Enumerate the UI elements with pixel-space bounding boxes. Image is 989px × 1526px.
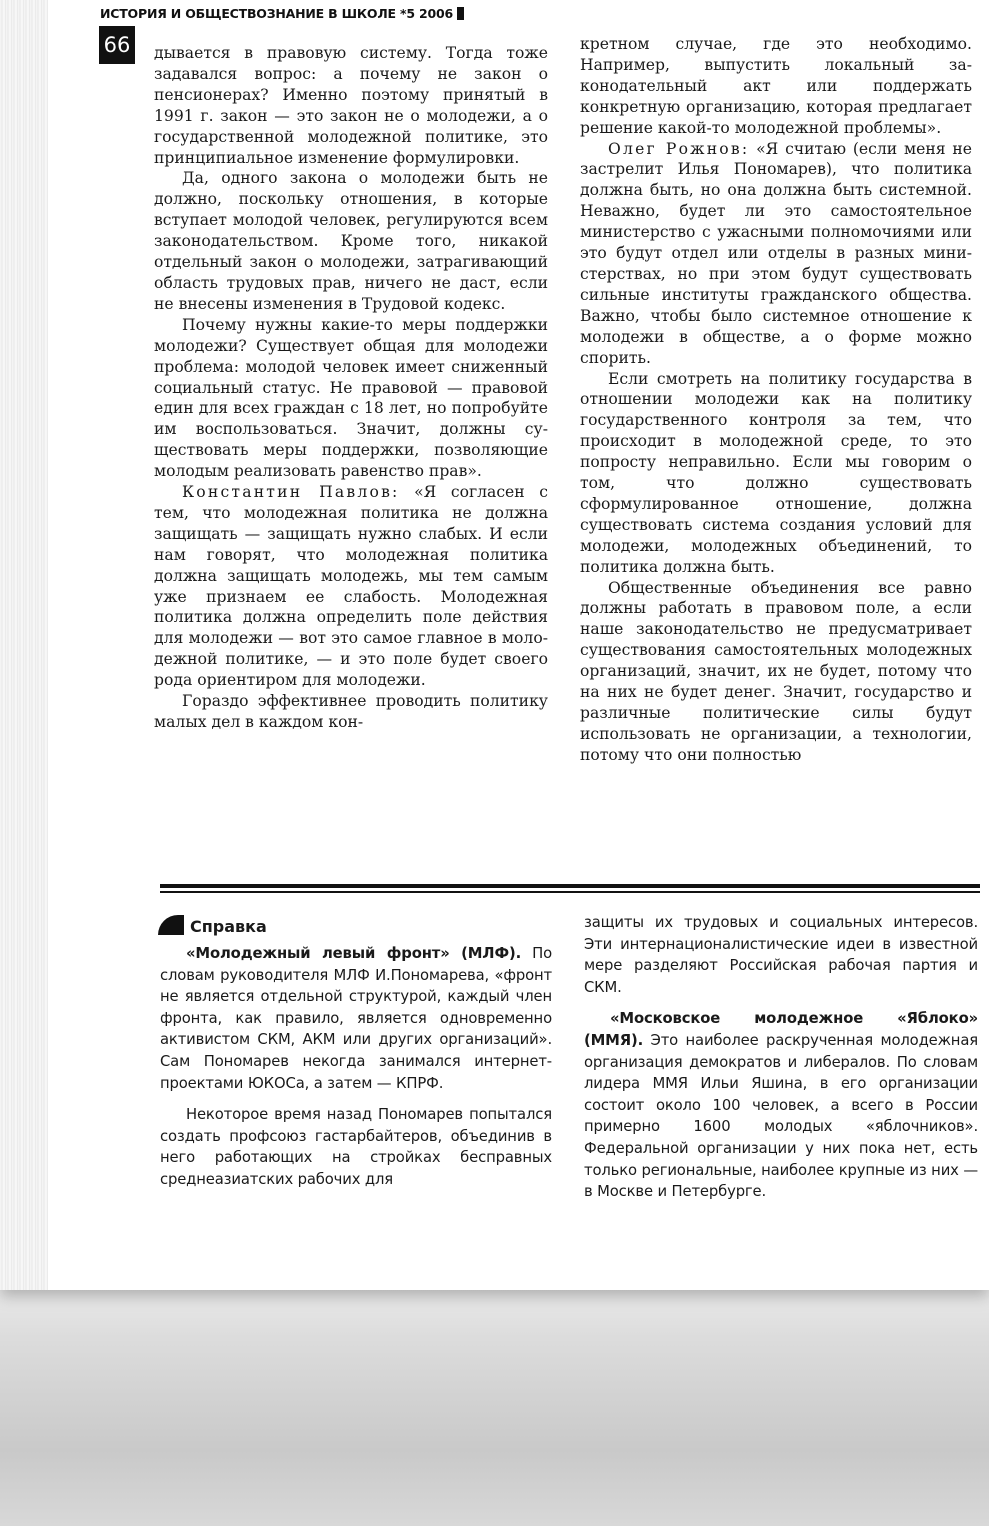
- section-divider: [160, 891, 980, 893]
- reference-column-left: [160, 943, 552, 1191]
- paragraph: кретном случае, где это необходимо. Например, выпустить локальный законодательный акт или поддержать конкретную организацию, которая предлагает решение какой-то молодежной проблемы».: [580, 35, 972, 137]
- journal-header: [100, 6, 453, 26]
- paragraph: Если смотреть на политику государства в отношении молодежи как на политику государственного контроля за тем, что происходит в молодежной среде, то это попросту неправильно. Если мы говорим о том, что должно существовать сформулированное отношение, должна существовать система создания условий для молодежи, молодежных объединений, то политика должна быть.: [580, 369, 972, 576]
- speaker-name: Константин Павлов:: [182, 483, 400, 502]
- paragraph: Общественные объединения все равно должны работать в правовом поле, а если наше законодательство не предусматривает существования самостоятельных молодежных организаций, значит, их не будет, потому что на них не будет денег. Значит, государство и различные политические силы будут использовать не организации, а технологии, потому что они полностью: [580, 578, 972, 764]
- reference-heading-text: Справка: [190, 917, 267, 936]
- heading-mark-icon: [158, 915, 184, 935]
- article-column-left: [154, 43, 548, 733]
- paragraph: [154, 482, 548, 691]
- scanner-shadow: [0, 1275, 989, 1526]
- paragraph: Да, одного закона о молодежи быть не должно, поскольку отношения, в которые вступает молодой человек, регулируются всем законодательством. Кроме того, никакой отдельный закон о молодежи, затрагивающий область трудовых прав, ничего не даст, если не внесены изменения в Трудовой кодекс.: [154, 169, 548, 313]
- speaker-name: Олег Рожнов:: [608, 139, 750, 158]
- reference-entry: [160, 943, 552, 1094]
- page-edges: [0, 0, 48, 1290]
- paragraph: Гораздо эффективнее проводить политику малых дел в каждом кон-: [154, 692, 548, 731]
- reference-heading: [158, 915, 418, 941]
- speaker-quote: «Я согласен с тем, что молодежная политика не должна защищать — защищать нужно слабых. И если нам говорят, что молодежная политика должна защищать молодежь, мы тем самым уже признаем ее слабость. Молодежная политика должна определить поле действия для молодежи — вот это самое главное в молодежной политике, — и это поле будет своего рода ориентиром для молодежи.: [154, 483, 549, 690]
- paragraph: дывается в правовую систему. Тогда тоже задавался вопрос: а почему не закон о пенсионерах? Именно поэтому принятый в 1991 г. закон — это закон не о молодежи, а о государственной молодежной политике, это принципиальное изменение формулировки.: [154, 44, 548, 167]
- header-bar: [457, 7, 464, 20]
- paragraph: [580, 139, 972, 369]
- entry-text: По словам руководителя МЛФ И.Пономарева, «фронт не является отдельной структурой, каждый член фронта, как правило, является одновременно активистом СКМ, АКМ или других организаций». Сам Пономарев некогда занимался интернет-проектами ЮКОСа, а затем — КПРФ.: [160, 945, 552, 1092]
- journal-title: ИСТОРИЯ И ОБЩЕСТВОЗНАНИЕ В ШКОЛЕ *5 2006: [100, 6, 453, 21]
- entry-title: «Молодежный левый фронт» (МЛФ).: [186, 945, 522, 962]
- page-number: 66: [99, 26, 135, 64]
- article-column-right: [580, 34, 972, 766]
- speaker-quote: «Я считаю (если меня не застрелит Илья Пономарев), что политика должна быть, но она должна быть системной. Неважно, будет ли это самостоятельное министерство с ужасными полномочиями или это будут отдел или отделы в разных министерствах, но при этом будут существовать сильные институты гражданского общества. Важно, чтобы было системное отношение к молодежи в обществе, а о форме можно спорить.: [580, 139, 972, 367]
- paragraph: Почему нужны какие-то меры поддержки молодежи? Существует общая для молодежи проблема: молодой человек имеет сниженный социальный статус. Не правовой — правовой един для всех граждан с 18 лет, но попробуйте им воспользоваться. Значит, должны существовать меры поддержки, позволяющие молодым реализовать равенство прав».: [154, 315, 548, 481]
- entry-title: «Московское молодежное «Яблоко» (ММЯ).: [584, 1010, 978, 1049]
- reference-paragraph: защиты их трудовых и социальных интересов. Эти интернационалистические идеи в известной мере разделяют Российская рабочая партия и СКМ.: [584, 914, 978, 996]
- entry-text: Это наиболее раскрученная молодежная организация демократов и либералов. По словам лидера ММЯ Ильи Яшина, в его организации состоит около 100 человек, а всего в России примерно 1600 молодых «яблочников». Федеральной организации у них пока нет, есть только региональные, наиболее крупные из них — в Москве и Петербурге.: [584, 1031, 978, 1201]
- reference-paragraph: Некоторое время назад Пономарев попытался создать профсоюз гастарбайтеров, объединив в него работающих на стройках бесправных среднеазиатских рабочих для: [160, 1106, 552, 1188]
- reference-column-right: [584, 912, 978, 1203]
- reference-entry: [584, 1008, 978, 1202]
- section-divider: [160, 884, 980, 888]
